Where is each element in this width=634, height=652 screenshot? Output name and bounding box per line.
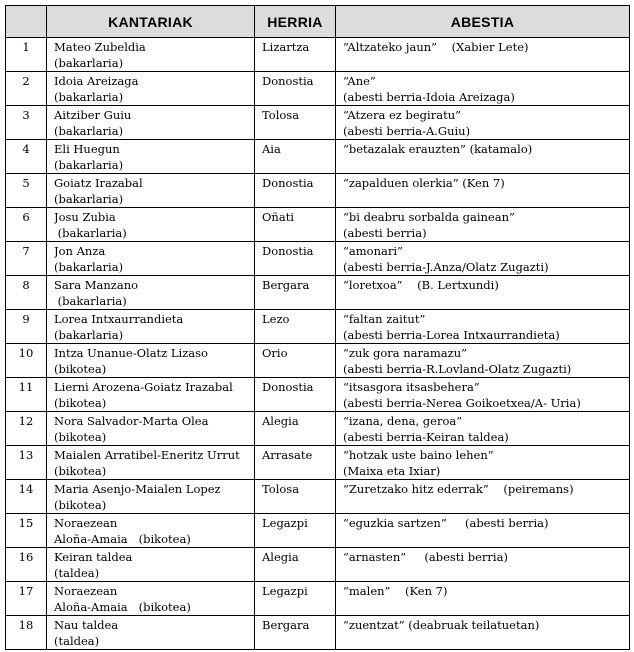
town-cell	[255, 582, 336, 616]
singer-name: Maialen Arratibel-Eneritz Urrut	[54, 448, 240, 462]
song-title: “loretxoa” (B. Lertxundi)	[343, 278, 499, 292]
singer-cell	[47, 480, 255, 514]
singer-name: Josu Zubia	[54, 210, 116, 224]
row-number-text: 3	[22, 108, 30, 122]
song-cell	[336, 378, 630, 412]
song-cell	[336, 616, 630, 650]
singer-cell	[47, 38, 255, 72]
singer-role: (bikotea)	[54, 396, 107, 410]
singer-role: (bakarlaria)	[54, 328, 124, 342]
row-number	[6, 344, 47, 378]
song-cell	[336, 106, 630, 140]
row-number	[6, 174, 47, 208]
table-row	[6, 514, 630, 548]
song-title: “bi deabru sorbalda gainean”	[343, 210, 515, 224]
header-herria: HERRIA	[255, 6, 336, 38]
singer-cell	[47, 276, 255, 310]
singer-role: (bakarlaria)	[54, 124, 124, 138]
town-name: Legazpi	[262, 516, 308, 530]
town-name: Lezo	[262, 312, 290, 326]
town-cell	[255, 174, 336, 208]
singer-role: (bakarlaria)	[54, 294, 127, 308]
singer-cell	[47, 378, 255, 412]
row-number-text: 4	[22, 142, 30, 156]
row-number	[6, 548, 47, 582]
town-cell	[255, 38, 336, 72]
town-cell	[255, 344, 336, 378]
song-cell	[336, 242, 630, 276]
header-abestia: ABESTIA	[336, 6, 630, 38]
singer-cell	[47, 208, 255, 242]
row-number-text: 15	[18, 516, 34, 530]
song-note: (abesti berria-A.Guiu)	[343, 124, 471, 138]
song-note: (abesti berria-Idoia Areizaga)	[343, 90, 515, 104]
row-number	[6, 514, 47, 548]
town-name: Donostia	[262, 380, 314, 394]
town-name: Donostia	[262, 244, 314, 258]
song-cell	[336, 208, 630, 242]
singer-role: (bikotea)	[54, 362, 107, 376]
song-note: (abesti berria-Keiran taldea)	[343, 430, 509, 444]
town-name: Bergara	[262, 278, 310, 292]
town-name: Bergara	[262, 618, 310, 632]
singer-cell	[47, 548, 255, 582]
table-row	[6, 242, 630, 276]
singer-role: Aloña-Amaia (bikotea)	[54, 600, 191, 614]
song-title: “eguzkia sartzen” (abesti berria)	[343, 516, 549, 530]
song-title: “zuentzat” (deabruak teilatuetan)	[343, 618, 540, 632]
row-number-text: 12	[18, 414, 34, 428]
song-cell	[336, 72, 630, 106]
singer-cell	[47, 582, 255, 616]
row-number-text: 5	[22, 176, 30, 190]
row-number-text: 13	[18, 448, 34, 462]
song-title: “itsasgora itsasbehera”	[343, 380, 480, 394]
row-number-text: 11	[18, 380, 34, 394]
town-cell	[255, 310, 336, 344]
table-row	[6, 310, 630, 344]
song-note: (abesti berria-J.Anza/Olatz Zugazti)	[343, 260, 549, 274]
row-number-text: 7	[22, 244, 30, 258]
singer-cell	[47, 616, 255, 650]
town-cell	[255, 616, 336, 650]
row-number	[6, 106, 47, 140]
town-name: Aia	[262, 142, 281, 156]
table-row	[6, 480, 630, 514]
town-cell	[255, 140, 336, 174]
town-cell	[255, 514, 336, 548]
song-note: (abesti berria-Nerea Goikoetxea/A- Uria)	[343, 396, 581, 410]
table-row	[6, 106, 630, 140]
song-title: “izana, dena, geroa”	[343, 414, 463, 428]
singer-name: Maria Asenjo-Maialen Lopez	[54, 482, 221, 496]
town-name: Donostia	[262, 74, 314, 88]
singer-cell	[47, 310, 255, 344]
singer-name: Lierni Arozena-Goiatz Irazabal	[54, 380, 233, 394]
town-name: Alegia	[262, 414, 299, 428]
song-cell	[336, 480, 630, 514]
singer-role: (bakarlaria)	[54, 90, 124, 104]
singer-cell	[47, 514, 255, 548]
singer-name: Mateo Zubeldia	[54, 40, 146, 54]
row-number	[6, 72, 47, 106]
singer-name: Lorea Intxaurrandieta	[54, 312, 184, 326]
singer-cell	[47, 72, 255, 106]
song-cell	[336, 38, 630, 72]
song-title: “Altzateko jaun” (Xabier Lete)	[343, 40, 529, 54]
singer-role: (taldea)	[54, 634, 100, 648]
town-name: Orio	[262, 346, 288, 360]
song-title: “betazalak erauzten” (katamalo)	[343, 142, 533, 156]
town-name: Lizartza	[262, 40, 310, 54]
row-number	[6, 582, 47, 616]
table-row	[6, 582, 630, 616]
town-name: Oñati	[262, 210, 294, 224]
song-cell	[336, 310, 630, 344]
singer-cell	[47, 344, 255, 378]
song-cell	[336, 446, 630, 480]
singer-role: (bakarlaria)	[54, 56, 124, 70]
song-title: “faltan zaitut”	[343, 312, 426, 326]
singer-role: (bikotea)	[54, 430, 107, 444]
table-row	[6, 344, 630, 378]
table-row	[6, 378, 630, 412]
singer-name: Intza Unanue-Olatz Lizaso	[54, 346, 208, 360]
song-note: (abesti berria-Lorea Intxaurrandieta)	[343, 328, 560, 342]
song-cell	[336, 344, 630, 378]
row-number-text: 18	[18, 618, 34, 632]
row-number	[6, 412, 47, 446]
song-title: “Atzera ez begiratu”	[343, 108, 461, 122]
singer-name: Noraezean	[54, 584, 118, 598]
row-number-text: 10	[18, 346, 34, 360]
row-number	[6, 208, 47, 242]
song-cell	[336, 140, 630, 174]
song-cell	[336, 548, 630, 582]
singer-name: Noraezean	[54, 516, 118, 530]
town-name: Donostia	[262, 176, 314, 190]
row-number-text: 1	[22, 40, 30, 54]
singer-name: Jon Anza	[54, 244, 106, 258]
table-row	[6, 208, 630, 242]
row-number	[6, 242, 47, 276]
table-row	[6, 38, 630, 72]
singer-cell	[47, 446, 255, 480]
singer-name: Keiran taldea	[54, 550, 133, 564]
song-note: (Maixa eta Ixiar)	[343, 464, 441, 478]
singer-cell	[47, 106, 255, 140]
singer-name: Goiatz Irazabal	[54, 176, 143, 190]
town-cell	[255, 242, 336, 276]
singers-table	[5, 5, 630, 650]
singer-role: (bakarlaria)	[54, 226, 127, 240]
singer-name: Nora Salvador-Marta Olea	[54, 414, 209, 428]
table-row	[6, 548, 630, 582]
song-title: “arnasten” (abesti berria)	[343, 550, 508, 564]
row-number	[6, 140, 47, 174]
song-cell	[336, 276, 630, 310]
town-name: Legazpi	[262, 584, 308, 598]
town-cell	[255, 378, 336, 412]
table-row	[6, 412, 630, 446]
song-cell	[336, 514, 630, 548]
town-cell	[255, 480, 336, 514]
town-name: Arrasate	[262, 448, 313, 462]
town-cell	[255, 412, 336, 446]
row-number-text: 16	[18, 550, 34, 564]
town-cell	[255, 106, 336, 140]
row-number	[6, 616, 47, 650]
header-kantariak: KANTARIAK	[47, 6, 255, 38]
song-title: “Zuretzako hitz ederrak” (peiremans)	[343, 482, 574, 496]
song-title: “zuk gora naramazu”	[343, 346, 467, 360]
row-number	[6, 480, 47, 514]
singer-role: Aloña-Amaia (bikotea)	[54, 532, 191, 546]
header-number	[6, 6, 47, 38]
singer-role: (bikotea)	[54, 464, 107, 478]
row-number	[6, 38, 47, 72]
town-cell	[255, 208, 336, 242]
table-row	[6, 174, 630, 208]
row-number	[6, 378, 47, 412]
row-number	[6, 310, 47, 344]
town-cell	[255, 548, 336, 582]
song-title: “hotzak uste baino lehen”	[343, 448, 494, 462]
row-number	[6, 276, 47, 310]
row-number-text: 8	[22, 278, 30, 292]
singer-cell	[47, 242, 255, 276]
town-name: Tolosa	[262, 108, 300, 122]
table-row	[6, 446, 630, 480]
singer-name: Nau taldea	[54, 618, 119, 632]
table-row	[6, 72, 630, 106]
song-note: (abesti berria-R.Lovland-Olatz Zugazti)	[343, 362, 572, 376]
row-number-text: 14	[18, 482, 34, 496]
town-name: Alegia	[262, 550, 299, 564]
table-row	[6, 276, 630, 310]
song-cell	[336, 412, 630, 446]
singer-name: Sara Manzano	[54, 278, 139, 292]
singer-role: (bakarlaria)	[54, 192, 124, 206]
table-row	[6, 616, 630, 650]
song-title: “malen” (Ken 7)	[343, 584, 448, 598]
singer-cell	[47, 140, 255, 174]
row-number-text: 9	[22, 312, 30, 326]
song-title: “amonari”	[343, 244, 403, 258]
singers-table-page	[5, 5, 629, 650]
singer-role: (bakarlaria)	[54, 260, 124, 274]
singer-cell	[47, 412, 255, 446]
singer-role: (taldea)	[54, 566, 100, 580]
row-number-text: 17	[18, 584, 34, 598]
song-cell	[336, 582, 630, 616]
row-number-text: 2	[22, 74, 30, 88]
town-name: Tolosa	[262, 482, 300, 496]
table-header-row	[6, 6, 630, 38]
singer-name: Aitziber Guiu	[54, 108, 132, 122]
singer-role: (bikotea)	[54, 498, 107, 512]
singer-name: Eli Huegun	[54, 142, 120, 156]
singer-name: Idoia Areizaga	[54, 74, 139, 88]
song-title: “Ane”	[343, 74, 376, 88]
singer-role: (bakarlaria)	[54, 158, 124, 172]
song-cell	[336, 174, 630, 208]
row-number	[6, 446, 47, 480]
table-row	[6, 140, 630, 174]
song-note: (abesti berria)	[343, 226, 427, 240]
town-cell	[255, 276, 336, 310]
town-cell	[255, 446, 336, 480]
song-title: “zapalduen olerkia” (Ken 7)	[343, 176, 505, 190]
row-number-text: 6	[22, 210, 30, 224]
singer-cell	[47, 174, 255, 208]
town-cell	[255, 72, 336, 106]
